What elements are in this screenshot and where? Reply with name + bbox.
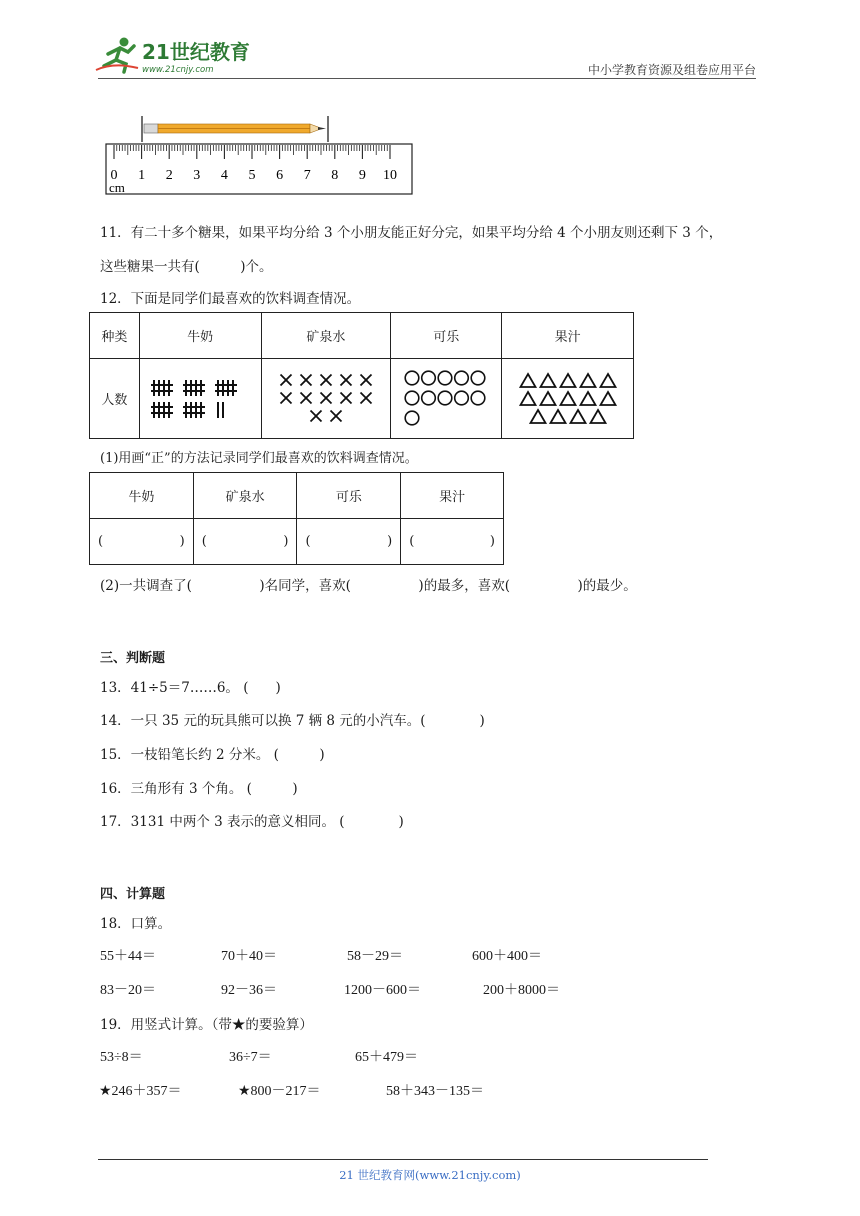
q12-sub2: (2)一共调查了( )名同学，喜欢( )的最多，喜欢( )的最少。 xyxy=(100,578,637,594)
header-category: 种类 xyxy=(90,313,140,359)
oral-item: 70＋40＝ xyxy=(221,949,277,964)
footer-text: 21 世纪教育网(www.21cnjy.com) xyxy=(339,1168,521,1182)
survey-table xyxy=(89,312,634,439)
vertical-item: ★246＋357＝ xyxy=(99,1084,182,1099)
tally-record-table xyxy=(89,472,504,565)
section3-title: 三、判断题 xyxy=(100,651,166,666)
header-divider xyxy=(98,78,756,79)
triangle-mark xyxy=(600,374,615,387)
water-cross-marks xyxy=(261,359,391,439)
circle-mark xyxy=(422,371,436,385)
triangle-mark xyxy=(520,374,535,387)
circle-mark xyxy=(422,391,436,405)
q12-sub1: (1)用画“正”的方法记录同学们最喜欢的饮料调查情况。 xyxy=(100,451,418,466)
vertical-item: 65＋479＝ xyxy=(355,1050,418,1065)
record-header-water: 矿泉水 xyxy=(193,473,297,519)
triangle-mark xyxy=(540,374,555,387)
circle-mark xyxy=(455,371,469,385)
section4-title: 四、计算题 xyxy=(100,887,166,902)
header-milk: 牛奶 xyxy=(139,313,261,359)
triangle-mark xyxy=(590,410,605,423)
ruler-label: 7 xyxy=(303,168,311,183)
row-label-count: 人数 xyxy=(90,359,140,439)
ruler-label: 0 xyxy=(110,168,118,183)
record-answer-milk[interactable]: ( ) xyxy=(90,519,194,565)
circle-mark xyxy=(471,371,485,385)
record-header-cola: 可乐 xyxy=(297,473,401,519)
circle-mark xyxy=(405,411,419,425)
vertical-item: 36÷7＝ xyxy=(229,1050,272,1065)
triangle-mark xyxy=(570,410,585,423)
q18: 18．口算。 xyxy=(100,916,172,932)
triangle-mark xyxy=(520,392,535,405)
footer-divider xyxy=(98,1159,708,1160)
record-header-milk: 牛奶 xyxy=(90,473,194,519)
ruler-label: 5 xyxy=(248,168,256,183)
site-logo xyxy=(94,34,264,76)
oral-item: 83－20＝ xyxy=(100,983,156,998)
q17: 17．3131 中两个 3 表示的意义相同。 ( ) xyxy=(100,814,404,830)
ruler-label: 6 xyxy=(276,168,284,183)
record-answer-juice[interactable]: ( ) xyxy=(401,519,504,565)
circle-mark xyxy=(405,371,419,385)
vertical-item: 58＋343－135＝ xyxy=(386,1084,484,1099)
header-water: 矿泉水 xyxy=(261,313,391,359)
vertical-item: ★800－217＝ xyxy=(238,1084,321,1099)
record-header-juice: 果汁 xyxy=(401,473,504,519)
juice-triangle-marks xyxy=(502,359,634,439)
circle-mark xyxy=(471,391,485,405)
header-juice: 果汁 xyxy=(502,313,634,359)
ruler-label: 3 xyxy=(193,168,201,183)
circle-mark xyxy=(438,371,452,385)
header-cola: 可乐 xyxy=(391,313,502,359)
pencil-icon xyxy=(144,124,326,133)
ruler-label: 4 xyxy=(220,168,228,183)
svg-text:21世纪教育: 21世纪教育 xyxy=(142,40,250,64)
circle-mark xyxy=(455,391,469,405)
triangle-mark xyxy=(540,392,555,405)
vertical-item: 53÷8＝ xyxy=(100,1050,143,1065)
q14: 14．一只 35 元的玩具熊可以换 7 辆 8 元的小汽车。( ) xyxy=(100,713,485,729)
ruler-label: 10 xyxy=(383,168,397,183)
triangle-mark xyxy=(560,374,575,387)
triangle-mark xyxy=(550,410,565,423)
triangle-mark xyxy=(580,374,595,387)
ruler-label: 9 xyxy=(358,168,366,183)
q19: 19．用竖式计算。（带★的要验算） xyxy=(100,1017,313,1033)
ruler-unit: cm xyxy=(109,180,125,195)
platform-name: 中小学教育资源及组卷应用平台 xyxy=(587,63,756,77)
circle-mark xyxy=(405,391,419,405)
oral-item: 58－29＝ xyxy=(347,949,403,964)
record-answer-cola[interactable]: ( ) xyxy=(297,519,401,565)
svg-text:www.21cnjy.com: www.21cnjy.com xyxy=(142,65,214,75)
runner-icon xyxy=(96,38,138,73)
circle-mark xyxy=(438,391,452,405)
oral-item: 92－36＝ xyxy=(221,983,277,998)
oral-item: 1200－600＝ xyxy=(344,983,421,998)
triangle-mark xyxy=(600,392,615,405)
q11-line1: 11．有二十多个糖果，如果平均分给 3 个小朋友能正好分完，如果平均分给 4 个小朋友则还剩下 3 个， xyxy=(100,225,723,241)
cola-circle-marks xyxy=(391,359,502,439)
triangle-mark xyxy=(530,410,545,423)
q15: 15．一枝铅笔长约 2 分米。 ( ) xyxy=(100,747,325,763)
triangle-mark xyxy=(560,392,575,405)
milk-tally-marks xyxy=(139,359,261,439)
oral-item: 600＋400＝ xyxy=(472,949,542,964)
ruler-label: 2 xyxy=(165,168,173,183)
ruler-label: 8 xyxy=(331,168,339,183)
record-answer-water[interactable]: ( ) xyxy=(193,519,297,565)
ruler-label: 1 xyxy=(138,168,146,183)
oral-item: 200＋8000＝ xyxy=(483,983,560,998)
q16: 16．三角形有 3 个角。 ( ) xyxy=(100,781,298,797)
q13: 13．41÷5＝7……6。 ( ) xyxy=(100,680,281,696)
triangle-mark xyxy=(580,392,595,405)
q12-title: 12．下面是同学们最喜欢的饮料调查情况。 xyxy=(100,291,361,307)
oral-item: 55＋44＝ xyxy=(100,949,156,964)
q11-line2: 这些糖果一共有( )个。 xyxy=(100,259,273,275)
ruler-figure xyxy=(104,112,416,198)
